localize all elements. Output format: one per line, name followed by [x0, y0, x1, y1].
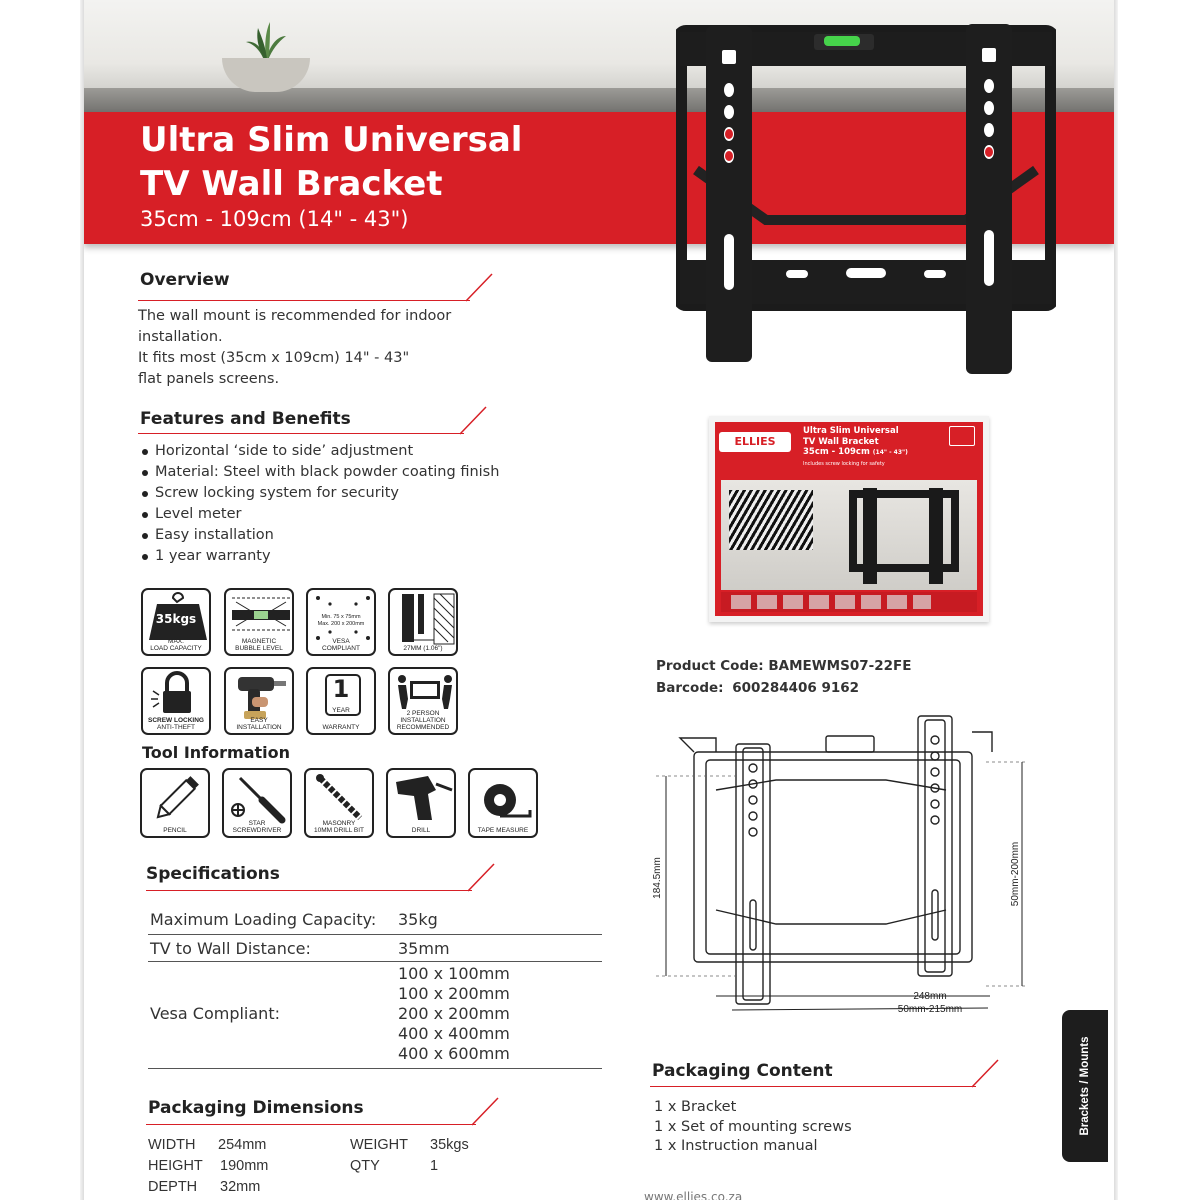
section-underline: [650, 1086, 976, 1087]
list-item: Screw locking system for security: [138, 483, 499, 504]
section-slash: [466, 862, 496, 892]
page-title: Ultra Slim Universal TV Wall Bracket: [140, 120, 523, 204]
section-slash: [458, 405, 488, 435]
section-slash: [470, 1096, 500, 1126]
load-capacity-icon: 35kgs MAX. LOAD CAPACITY: [141, 588, 211, 656]
drill-person-icon: EASY INSTALLATION: [224, 667, 294, 735]
packaging-content-title: Packaging Content: [652, 1061, 833, 1081]
wall-distance-icon: 27MM (1.06"): [388, 588, 458, 656]
bubble-level-icon: MAGNETIC BUBBLE LEVEL: [224, 588, 294, 656]
dimension-width-label: 248mm: [913, 991, 947, 1002]
page-subtitle: 35cm - 109cm (14" - 43"): [140, 207, 409, 231]
list-item: Level meter: [138, 504, 499, 525]
dimension-vesa-vertical-label: 50mm-200mm: [1010, 841, 1021, 907]
drill-bit-icon: MASONRY 10MM DRILL BIT: [304, 768, 374, 838]
product-codes: [656, 655, 911, 699]
list-item: 1 x Instruction manual: [654, 1138, 818, 1154]
tools-title: Tool Information: [142, 743, 290, 762]
screwdriver-icon: STAR SCREWDRIVER: [222, 768, 292, 838]
list-item: 1 x Set of mounting screws: [654, 1118, 852, 1135]
specifications-table: [148, 904, 602, 1069]
product-code: BAMEWMS07-22FE: [768, 658, 912, 674]
features-title: Features and Benefits: [140, 409, 351, 429]
list-item: Easy installation: [138, 525, 499, 546]
barcode: 600284406 9162: [732, 680, 860, 696]
box-brand-logo: ELLIES: [719, 432, 791, 452]
drill-icon: DRILL: [386, 768, 456, 838]
pencil-icon: PENCIL: [140, 768, 210, 838]
section-underline: [138, 300, 470, 301]
dimension-height-label: 184.5mm: [652, 857, 663, 899]
two-person-icon: 2 PERSON INSTALLATION RECOMMENDED: [388, 667, 458, 735]
vesa-icon: Min. 75 x 75mm Max. 200 x 200mm VESA COMPLIANT: [306, 588, 376, 656]
list-item: Material: Steel with black powder coating finish: [138, 462, 499, 483]
dimension-vesa-horizontal-label: 50mm-215mm: [897, 1004, 963, 1015]
overview-title: Overview: [140, 270, 230, 290]
product-code-label: Product Code:: [656, 658, 764, 674]
section-slash: [464, 272, 494, 302]
wall-bracket-photo: [676, 20, 1056, 376]
warranty-icon: 1 YEAR WARRANTY: [306, 667, 376, 735]
section-slash: [970, 1058, 1000, 1088]
list-item: 1 x Bracket: [654, 1099, 737, 1115]
list-item: Horizontal ‘side to side’ adjustment: [138, 441, 499, 462]
footer-url: www.ellies.co.za: [644, 1190, 743, 1200]
section-underline: [146, 1124, 476, 1125]
technical-drawing: [636, 710, 1026, 1030]
plant-pot: [222, 58, 310, 92]
lock-icon: SCREW LOCKING ANTI-THEFT: [141, 667, 211, 735]
page-edge-right: [1114, 0, 1118, 1200]
section-underline: [146, 890, 472, 891]
category-tab: Brackets / Mounts: [1062, 1010, 1108, 1162]
product-sheet: Ultra Slim Universal TV Wall Bracket 35cm - 109cm (14" - 43") Overview The wall mount is recommended for indoor installation. It fits most (35cm x 109cm) 14" - 43" flat panels screens. Features and Benefits Horizontal ‘side to side’ adjustment Material: Steel with black powder coating finish Screw locking system for security Level meter Easy installation 1 year warranty 35kgs MAX. LOAD CAPACITY MAGNETIC BUBBLE LEVEL Min. 75 x 75mm Max. 200 x 200mm VESA COMPLIANT 27MM (1.06") SCREW LOCKING ANTI-THEFT EASY INSTALLATION 1 YEAR WARRANTY 2 PERSON INSTALLATION RECOMMENDED Tool Information PENCIL STAR SCREWDRIVER MASONRY 10MM DRILL BIT DRILL TAPE MEASURE Specifications Maximum Loading Capacity: 35kg TV to Wall Distance: 35mm Vesa Compliant: 100 x 100mm 100 x 200mm 200 x 200mm 400 x 400mm 400 x 600mm Packaging Dimensions WIDTH 254mm WEIGHT 35kgs HEIGHT 190mm QTY 1 DEPTH 32mm ELLIES Ultra Slim Universal TV Wall Bracket 35cm - 109cm (14" - 43") Includes screw locking for safety Product Code: BAMEWMS07-22FE Barcode: 600284406 9162 184.5mm 50mm-200mm 248mm 50mm-215mm Packaging Content 1 x Bracket 1 x Set of mounting screws 1 x Instruction manual Brackets / Mounts www.ellies.co.za: [84, 0, 1114, 1200]
section-underline: [138, 433, 464, 434]
features-list: [138, 441, 499, 567]
tape-measure-icon: TAPE MEASURE: [468, 768, 538, 838]
specifications-title: Specifications: [146, 864, 280, 884]
list-item: 1 year warranty: [138, 546, 499, 567]
plant-icon: [244, 20, 288, 60]
table-row: Vesa Compliant: 100 x 100mm 100 x 200mm 200 x 200mm 400 x 400mm 400 x 600mm: [148, 962, 602, 1069]
overview-text: The wall mount is recommended for indoor installation. It fits most (35cm x 109cm) 14" - 43" flat panels screens.: [138, 308, 452, 387]
packaging-content-list: [654, 1098, 852, 1157]
table-row: TV to Wall Distance: 35mm: [148, 935, 602, 962]
packaging-dimensions-title: Packaging Dimensions: [148, 1098, 364, 1118]
product-box-photo: ELLIES Ultra Slim Universal TV Wall Bracket 35cm - 109cm (14" - 43") Includes screw locking for safety: [709, 416, 989, 622]
barcode-label: Barcode:: [656, 680, 724, 696]
table-row: Maximum Loading Capacity: 35kg: [148, 904, 602, 935]
